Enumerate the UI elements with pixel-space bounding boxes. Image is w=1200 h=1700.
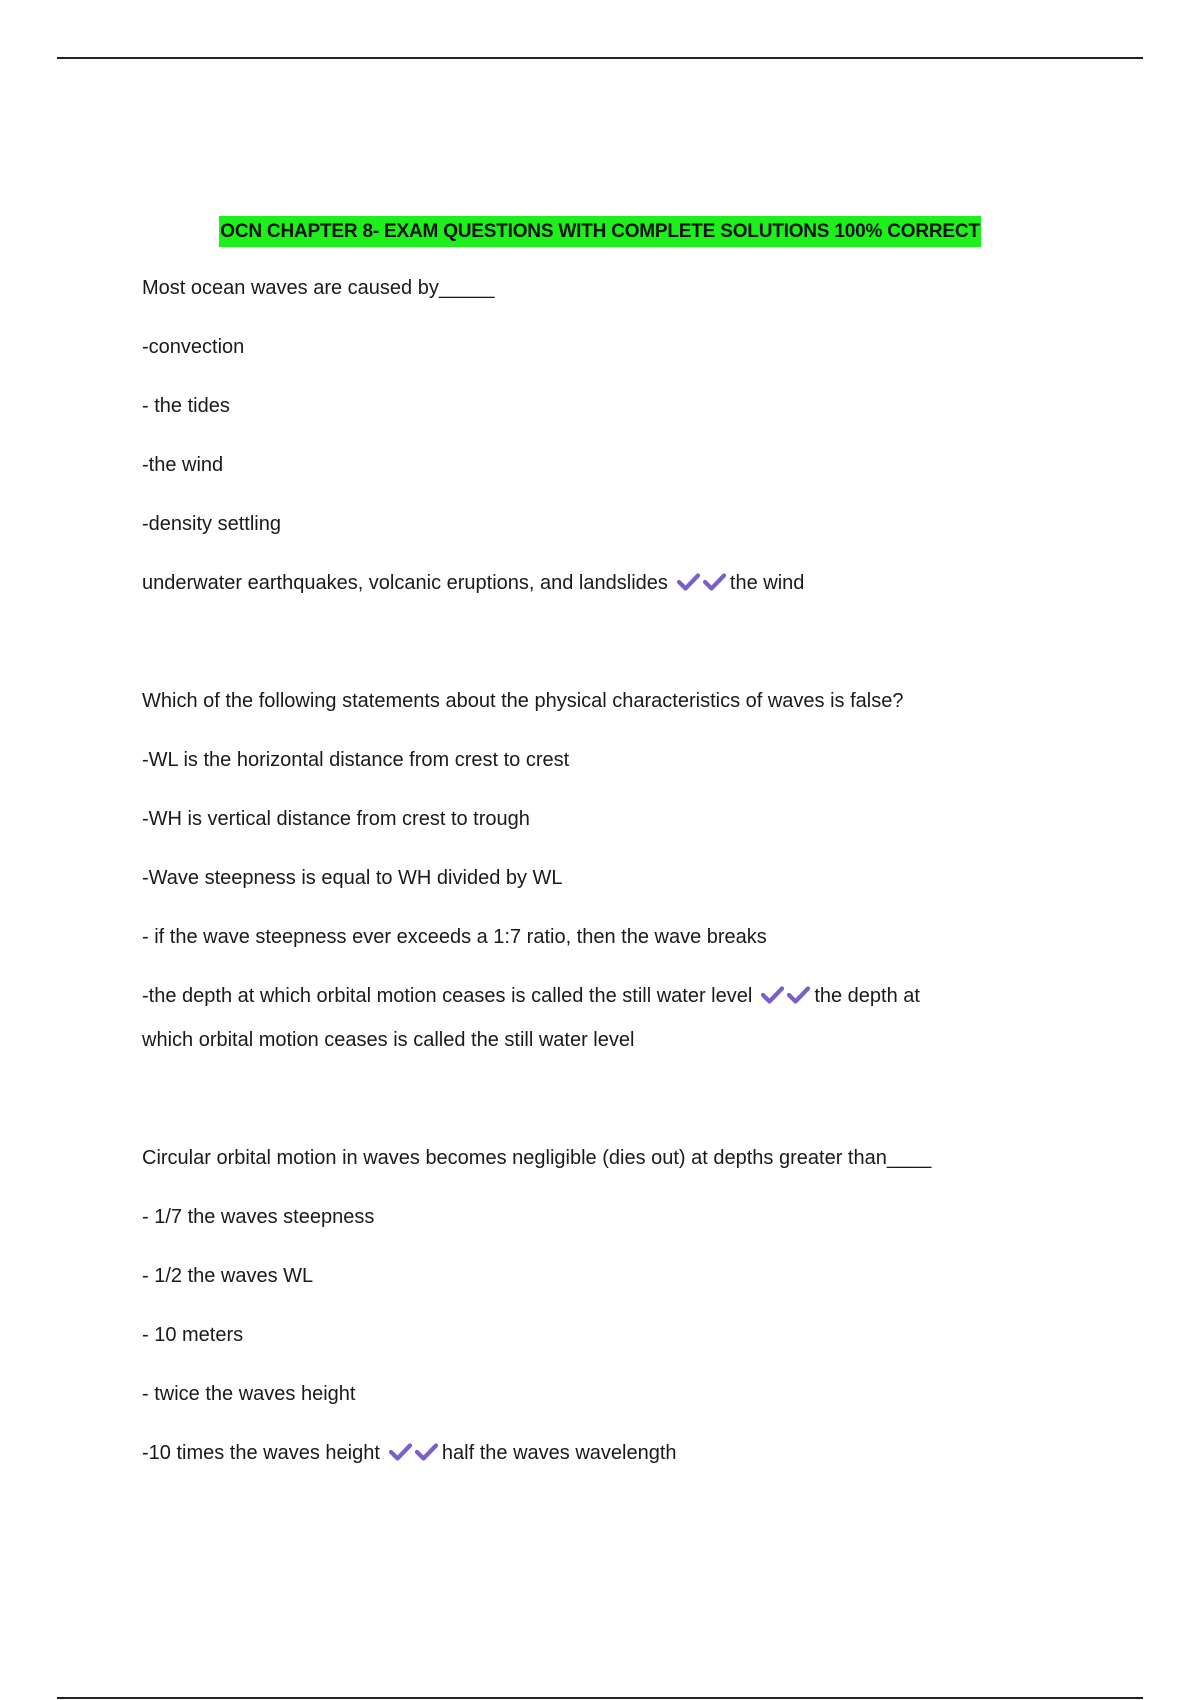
- q2-option-4: - if the wave steepness ever exceeds a 1:7 ratio, then the wave breaks: [142, 926, 767, 948]
- check-mark-icon: [414, 1441, 440, 1463]
- q1-option-3: -the wind: [142, 454, 224, 476]
- q2-answer-line: [142, 984, 1042, 1008]
- q3-option-1: - 1/7 the waves steepness: [142, 1206, 375, 1228]
- q3-check-marks: [388, 1442, 440, 1464]
- q1-last-option: underwater earthquakes, volcanic eruptions, and landslides: [142, 572, 668, 594]
- q3-option-4: - twice the waves height: [142, 1383, 356, 1405]
- q2-check-marks: [760, 985, 812, 1007]
- title-container: [0, 216, 1200, 247]
- q2-answer-continued: which orbital motion ceases is called the still water level: [142, 1029, 635, 1051]
- bottom-divider: [57, 1697, 1143, 1699]
- q1-option-4: -density settling: [142, 513, 281, 535]
- q3-answer: half the waves wavelength: [441, 1442, 677, 1464]
- q1-answer: the wind: [729, 572, 805, 594]
- q2-option-3: -Wave steepness is equal to WH divided by WL: [142, 867, 563, 889]
- check-mark-icon: [388, 1441, 414, 1463]
- top-divider: [57, 57, 1143, 59]
- q2-option-2: -WH is vertical distance from crest to trough: [142, 808, 530, 830]
- q3-answer-line: [142, 1441, 1042, 1465]
- q2-answer: the depth at: [814, 985, 920, 1007]
- question-1: Most ocean waves are caused by_____: [142, 277, 495, 299]
- q3-last-option: -10 times the waves height: [142, 1442, 380, 1464]
- document-body: [142, 276, 1042, 1465]
- check-mark-icon: [676, 571, 702, 593]
- check-mark-icon: [760, 984, 786, 1006]
- question-2: Which of the following statements about the physical characteristics of waves is false?: [142, 690, 904, 712]
- check-mark-icon: [786, 984, 812, 1006]
- q2-option-1: -WL is the horizontal distance from crest to crest: [142, 749, 570, 771]
- q1-option-1: -convection: [142, 336, 245, 358]
- q1-answer-line: [142, 571, 1042, 595]
- q3-option-3: - 10 meters: [142, 1324, 244, 1346]
- q1-check-marks: [676, 572, 728, 594]
- document-title: OCN CHAPTER 8- EXAM QUESTIONS WITH COMPLETE SOLUTIONS 100% CORRECT: [219, 216, 981, 247]
- q2-last-option: -the depth at which orbital motion ceases is called the still water level: [142, 985, 753, 1007]
- check-mark-icon: [702, 571, 728, 593]
- question-3: Circular orbital motion in waves becomes negligible (dies out) at depths greater than____: [142, 1147, 932, 1169]
- q3-option-2: - 1/2 the waves WL: [142, 1265, 314, 1287]
- q1-option-2: - the tides: [142, 395, 230, 417]
